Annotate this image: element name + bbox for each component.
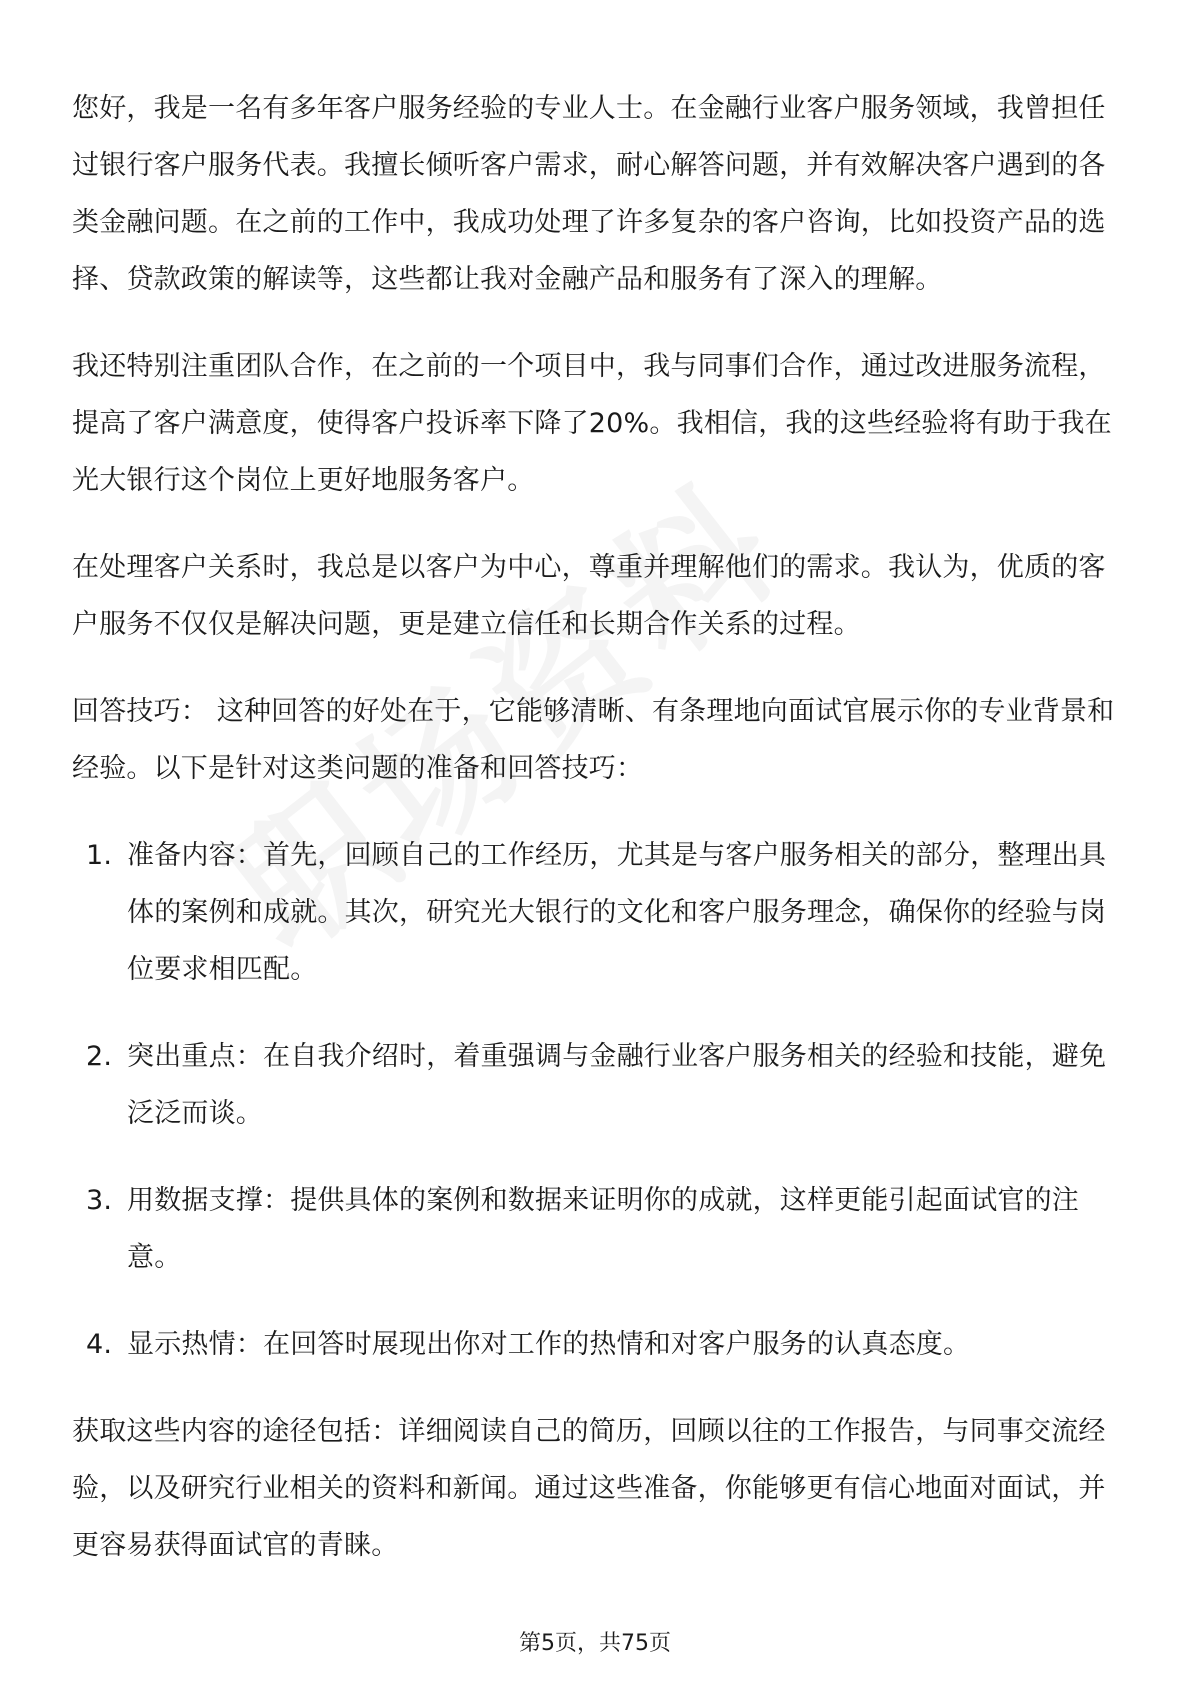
list-item-text: 显示热情：在回答时展现出你对工作的热情和对客户服务的认真态度。: [127, 1329, 971, 1360]
tips-list: [72, 827, 1122, 1373]
list-item: [72, 1316, 1122, 1373]
paragraph-intro: 您好，我是一名有多年客户服务经验的专业人士。在金融行业客户服务领域，我曾担任过银行客户服务代表。我擅长倾听客户需求，耐心解答问题，并有效解决客户遇到的各类金融问题。在之前的工作中，我成功处理了许多复杂的客户咨询，比如投资产品的选择、贷款政策的解读等，这些都让我对金融产品和服务有了深入的理解。: [72, 93, 1106, 295]
list-item: [72, 1028, 1122, 1142]
list-item-text: 用数据支撑：提供具体的案例和数据来证明你的成就，这样更能引起面试官的注意。: [127, 1185, 1079, 1273]
paragraph-customer-relations: 在处理客户关系时，我总是以客户为中心，尊重并理解他们的需求。我认为，优质的客户服务不仅仅是解决问题，更是建立信任和长期合作关系的过程。: [72, 552, 1106, 640]
list-item: [72, 827, 1122, 998]
paragraph-teamwork: 我还特别注重团队合作，在之前的一个项目中，我与同事们合作，通过改进服务流程，提高了客户满意度，使得客户投诉率下降了20%。我相信，我的这些经验将有助于我在光大银行这个岗位上更好地服务客户。: [72, 351, 1112, 496]
list-item-number: 1.: [86, 840, 113, 871]
list-item-number: 3.: [86, 1185, 113, 1216]
list-item-number: 2.: [86, 1041, 113, 1072]
list-item: [72, 1172, 1122, 1286]
paragraph-sources: 获取这些内容的途径包括：详细阅读自己的简历，回顾以往的工作报告，与同事交流经验，以及研究行业相关的资料和新闻。通过这些准备，你能够更有信心地面对面试，并更容易获得面试官的青睐。: [72, 1416, 1106, 1561]
paragraph-answer-tips: 回答技巧： 这种回答的好处在于，它能够清晰、有条理地向面试官展示你的专业背景和经验。以下是针对这类问题的准备和回答技巧：: [72, 696, 1115, 784]
list-item-number: 4.: [86, 1329, 113, 1360]
document-body: [72, 80, 1122, 1604]
list-item-text: 突出重点：在自我介绍时，着重强调与金融行业客户服务相关的经验和技能，避免泛泛而谈。: [127, 1041, 1107, 1129]
list-item-text: 准备内容：首先，回顾自己的工作经历，尤其是与客户服务相关的部分，整理出具体的案例和成就。其次，研究光大银行的文化和客户服务理念，确保你的经验与岗位要求相匹配。: [127, 840, 1107, 985]
page-number: 第5页，共75页: [519, 1631, 671, 1656]
